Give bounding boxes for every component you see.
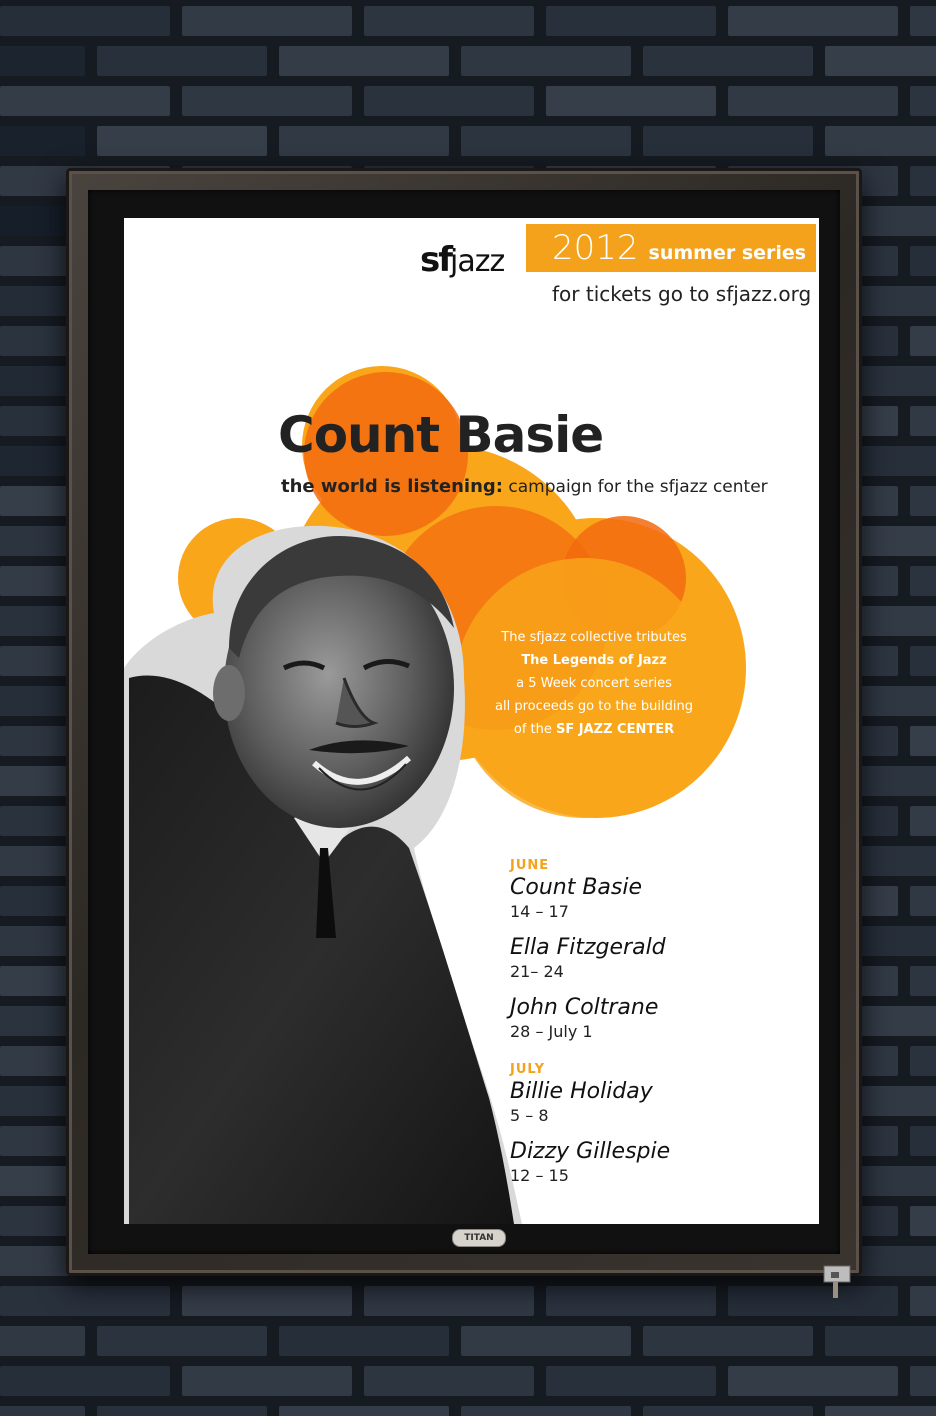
brick [182,86,352,116]
concert-schedule [510,858,810,1198]
series-year: 2012 [552,228,639,268]
blurb-prefix: of the [513,722,552,737]
brick [0,46,85,76]
brick [910,1046,936,1076]
series-label: summer series [648,242,807,264]
brick [0,86,170,116]
brick [0,1286,170,1316]
brick [546,1366,716,1396]
brick [461,1326,631,1356]
brick [910,1206,936,1236]
brick [97,1326,267,1356]
brick [97,46,267,76]
brick [728,1286,898,1316]
tagline-rest: campaign for the sfjazz center [508,477,768,497]
brick [728,6,898,36]
headline-title: Count Basie [278,406,604,464]
brick [0,1326,85,1356]
event-item [510,934,810,982]
brick [182,1286,352,1316]
brick [910,326,936,356]
brick [910,166,936,196]
brick [97,1406,267,1416]
brick [643,46,813,76]
brick [910,246,936,276]
brick [364,6,534,36]
month-july: JULY [510,1062,546,1077]
blurb-line: a 5 Week concert series [516,676,672,691]
blurb-center-name: SF JAZZ CENTER [556,722,675,737]
brick [910,886,936,916]
logo-sf: sf [420,240,452,280]
headline-tagline [281,476,768,497]
brick [461,126,631,156]
brick [364,1286,534,1316]
brick [279,46,449,76]
brick [279,126,449,156]
brick [97,126,267,156]
event-date: 21– 24 [510,962,564,981]
brick [0,1406,85,1416]
event-name: Billie Holiday [510,1079,653,1104]
logo-jazz: jazz [450,244,505,279]
month-june: JUNE [510,858,550,873]
event-item [510,874,810,922]
event-date: 28 – July 1 [510,1022,593,1041]
event-item [510,994,810,1042]
brick [643,1326,813,1356]
event-item [510,1138,810,1186]
event-name: Ella Fitzgerald [510,935,666,960]
brick [910,1286,936,1316]
brick [825,126,936,156]
brick [910,6,936,36]
brick [182,1366,352,1396]
brick [910,726,936,756]
brick [910,566,936,596]
event-name: Dizzy Gillespie [510,1139,671,1164]
brick [364,1366,534,1396]
brick [279,1406,449,1416]
event-item [510,1078,810,1126]
brick [546,86,716,116]
brick [825,1406,936,1416]
brick [910,646,936,676]
brick [825,1326,936,1356]
brick [279,1326,449,1356]
frame-nameplate: TITAN [452,1229,506,1247]
brick [0,126,85,156]
sfjazz-logo [420,226,540,296]
poster [124,218,819,1224]
frame-lock-bracket [822,1262,852,1302]
brick [910,406,936,436]
brick [910,1366,936,1396]
event-date: 12 – 15 [510,1166,569,1185]
brick [910,966,936,996]
blurb-line: The sfjazz collective tributes [501,630,687,645]
brick [461,46,631,76]
brick [825,46,936,76]
brick [182,6,352,36]
tagline-strong: the world is listening: [281,476,503,497]
brick [546,6,716,36]
brick [728,86,898,116]
brick [910,486,936,516]
brick [910,86,936,116]
brick [364,86,534,116]
brick [643,126,813,156]
event-name: John Coltrane [510,995,659,1020]
brick [0,6,170,36]
brick [546,1286,716,1316]
tickets-line: for tickets go to sfjazz.org [552,282,812,306]
series-banner [526,224,816,272]
blurb-line-bold: The Legends of Jazz [521,653,667,668]
event-date: 5 – 8 [510,1106,549,1125]
brick [643,1406,813,1416]
blurb-line: all proceeds go to the building [495,699,693,714]
brick [0,1366,170,1396]
event-name: Count Basie [510,875,643,900]
brick [910,806,936,836]
event-date: 14 – 17 [510,902,569,921]
brick [461,1406,631,1416]
brick [728,1366,898,1396]
brick [910,1126,936,1156]
